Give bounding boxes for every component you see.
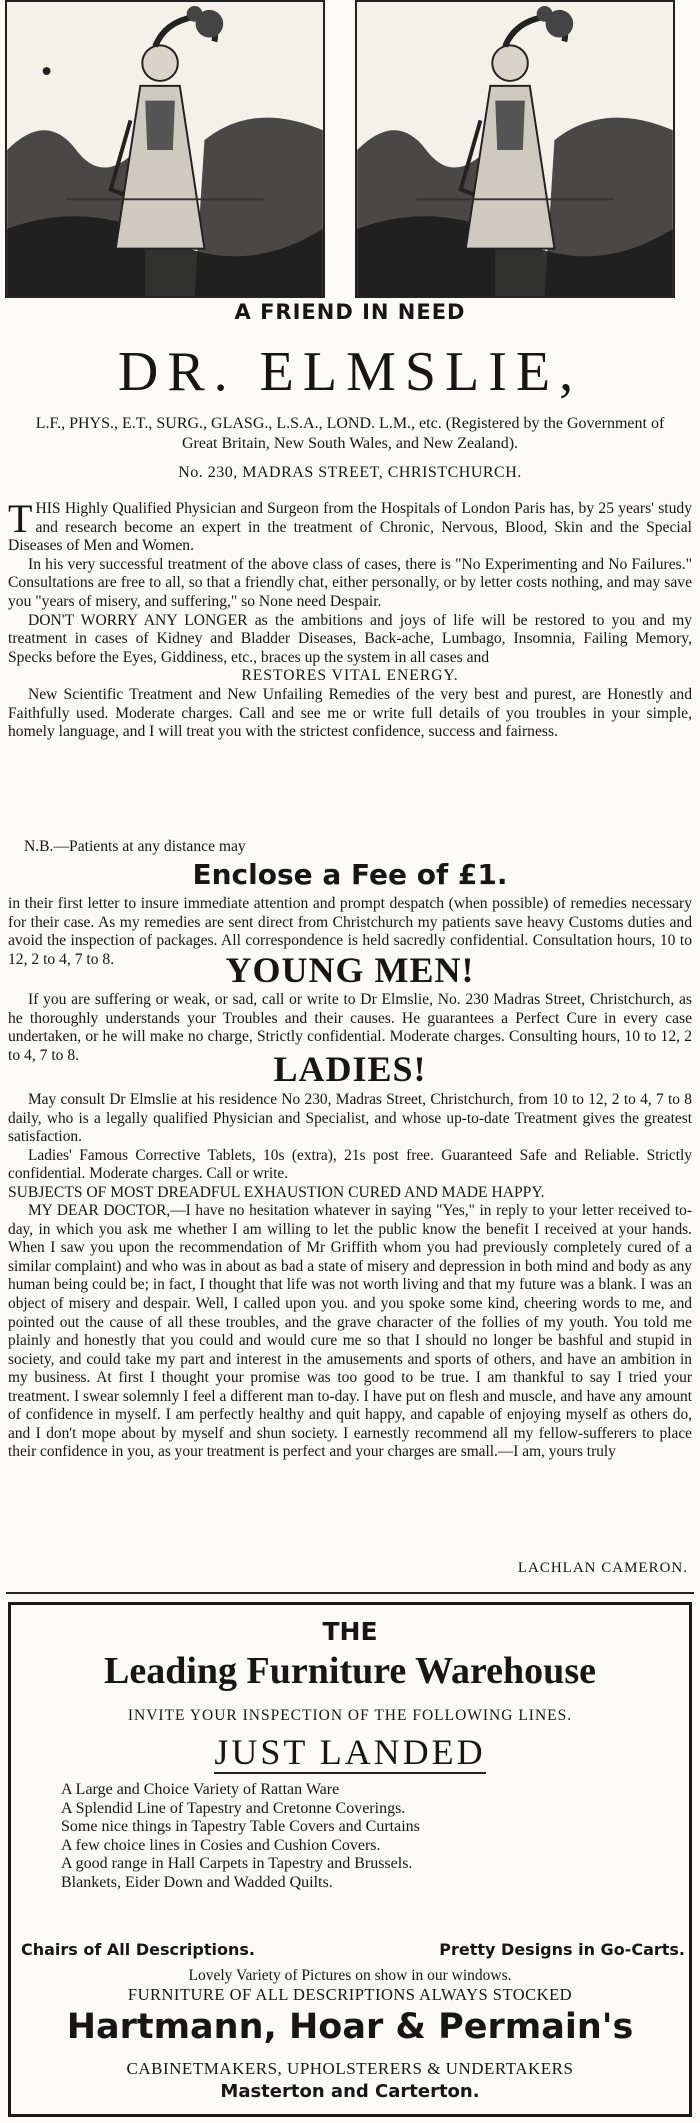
ad-product-line: Blankets, Eider Down and Wadded Quilts. — [61, 1873, 333, 1891]
ad-just-landed-text: JUST LANDED — [214, 1732, 486, 1772]
ad-product-line: A Large and Choice Variety of Rattan Ware — [61, 1781, 340, 1798]
ad-go-carts: Pretty Designs in Go-Carts. — [439, 1940, 685, 1959]
ladies-section — [8, 1091, 692, 1462]
ad-firm-name: Hartmann, Hoar & Permain's — [66, 2007, 634, 2047]
ad-product-line: A Splendid Line of Tapestry and Cretonne Coverings. — [61, 1799, 406, 1817]
woman-with-bouquet-illustration-copy — [357, 2, 673, 296]
qualifications: L.F., PHYS., E.T., SURG., GLASG., L.S.A., LOND. L.M., etc. (Registered by the Government of Great Britain, New South Wales, and New Zealand). — [35, 415, 665, 452]
ad-product-line: A good range in Hall Carpets in Tapestry and Brussels. — [61, 1855, 413, 1873]
ad-stocked: FURNITURE OF ALL DESCRIPTIONS ALWAYS STOCKED — [127, 1985, 573, 2004]
fee-headline: Enclose a Fee of £1. — [192, 858, 508, 891]
ladies-paragraph-1: May consult Dr Elmslie at his residence No 230, Madras Street, Christchurch, from 10 to 12, 2 to 4, 7 to 8 daily, who is a legally qualified Physician and Specialist, and whose up-to-date Treatment gives the greatest satisfaction. — [8, 1091, 692, 1146]
intro-section — [8, 496, 692, 742]
intro-paragraph-3: DON'T WORRY ANY LONGER as the ambitions and joys of life will be restored to you and my treatment in cases of Kidney and Bladder Diseases, Back-ache, Lumbago, Insomnia, Failing Memory, Specks before the Eyes, Giddiness, etc., braces up the system in all cases and — [8, 611, 692, 666]
intro-paragraph-2: In his very successful treatment of the above class of cases, there is "No Experimenting and No Failures." Consultations are free to all, so that a friendly chat, either personally, or by letter costs nothing, and may save you "years of misery, and suffering," so None need Despair. — [8, 555, 692, 610]
ad-chairs: Chairs of All Descriptions. — [21, 1940, 255, 1959]
nb-note: N.B.—Patients at any distance may — [24, 838, 246, 855]
ad-towns: Masterton and Carterton. — [220, 2081, 480, 2102]
illustration-row — [0, 0, 700, 300]
furniture-advertisement — [8, 1602, 692, 2117]
drop-cap: T — [8, 496, 33, 541]
intro-paragraph-1 — [8, 496, 692, 556]
young-men-headline: YOUNG MEN! — [225, 950, 475, 990]
column-divider — [6, 1592, 694, 1594]
ad-the: THE — [322, 1617, 378, 1646]
doctor-name-heading: DR. ELMSLIE, — [117, 341, 583, 403]
ad-pictures: Lovely Variety of Pictures on show in our windows. — [188, 1967, 512, 1984]
doctor-address: No. 230, MADRAS STREET, CHRISTCHURCH. — [178, 464, 522, 481]
tagline: A FRIEND IN NEED — [234, 300, 466, 324]
ad-product-line: Some nice things in Tapestry Table Covers and Curtains — [61, 1818, 420, 1836]
ladies-paragraph-2: Ladies' Famous Corrective Tablets, 10s (extra), 21s post free. Guaranteed Safe and Reliable. Strictly confidential. Moderate charges. Call or write. — [8, 1146, 692, 1183]
ad-product-list — [61, 1781, 661, 1893]
ad-title: Leading Furniture Warehouse — [104, 1650, 596, 1692]
woodcut-illustration-right — [355, 0, 675, 298]
ladies-headline: LADIES! — [273, 1049, 427, 1089]
testimonial-letter: MY DEAR DOCTOR,—I have no hesitation whatever in saying "Yes," in reply to your letter received to-day, in which you ask me whether I am willing to let the public know the benefit I received at your hands. When I saw you upon the recommendation of Mr Griffith whom you had previously completely cured of a similar complaint) and who was in about as bad a state of misery and depression in both mind and body as any human being could be; in fact, I thought that life was not worth living and that my future was a blank. I was an object of misery and despair. Well, I called upon you. and you spoke some kind, cheering words to me, and pointed out the cause of all these troubles, and the grave character of the follies of my youth. You told me plainly and honestly that you could and would cure me so that I should no longer be bashful and stupid in society, and could take my part and interest in the amusements and sports of others, and have an ambition in my business. At first I thought your promise was too good to be true. I am thankful to say I tried your treatment. I swear solemnly I feel a different man to-day. I have put on flesh and muscle, and have any amount of confidence in myself. I am perfectly healthy and quit happy, and capable of enjoying myself as others do, and I don't mope about by myself and shun society. I earnestly recommend all my fellow-sufferers to place their confidence in you, as your treatment is perfect and your charges are small.—I am, yours truly — [8, 1202, 692, 1461]
testimonial-heading: SUBJECTS OF MOST DREADFUL EXHAUSTION CURED AND MADE HAPPY. — [8, 1183, 545, 1201]
ad-product-line: A few choice lines in Cosies and Cushion Covers. — [61, 1836, 381, 1854]
young-men-paragraph: If you are suffering or weak, or sad, call or write to Dr Elmslie, No. 230 Madras Street, Christchurch, as he thoroughly understands your Troubles and their causes. He guarantees a Perfect Cure in every case undertaken, or he will make no charge, Strictly confidential. Moderate charges. Consulting hours, 10 to 12, 2 to 4, 7 to 8. — [8, 991, 692, 1064]
ad-invite: INVITE YOUR INSPECTION OF THE FOLLOWING LINES. — [127, 1707, 573, 1724]
ad-trades: CABINETMAKERS, UPHOLSTERERS & UNDERTAKERS — [126, 2059, 574, 2078]
woodcut-illustration-left — [5, 0, 325, 298]
intro-paragraph-1-text: HIS Highly Qualified Physician and Surgeon from the Hospitals of London Paris has, by 25 years' study and research become an expert in the treatment of Chronic, Nervous, Blood, Skin and the Special Diseases of Men and Women. — [8, 500, 692, 555]
ad-just-landed — [11, 1731, 689, 1773]
intro-paragraph-4: New Scientific Treatment and New Unfailing Remedies of the very best and purest, are Honestly and Faithfully used. Moderate charges. Call and see me or write full details of you troubles in your simple, homely language, and I will treat you with the strictest confidence, success and fairness. — [8, 685, 692, 741]
woman-with-bouquet-illustration — [7, 2, 323, 296]
testimonial-signature: LACHLAN CAMERON. — [517, 1560, 688, 1576]
restores-heading: RESTORES VITAL ENERGY. — [241, 667, 459, 685]
fee-paragraph: in their first letter to insure immediate attention and prompt despatch (when possible) of remedies necessary for their case. As my remedies are sent direct from Christchurch my patients save heavy Customs duties and avoid the inspection of packages. All correspondence is held sacredly confidential. Consultation hours, 10 to 12, 2 to 4, 7 to 8. — [8, 895, 692, 968]
